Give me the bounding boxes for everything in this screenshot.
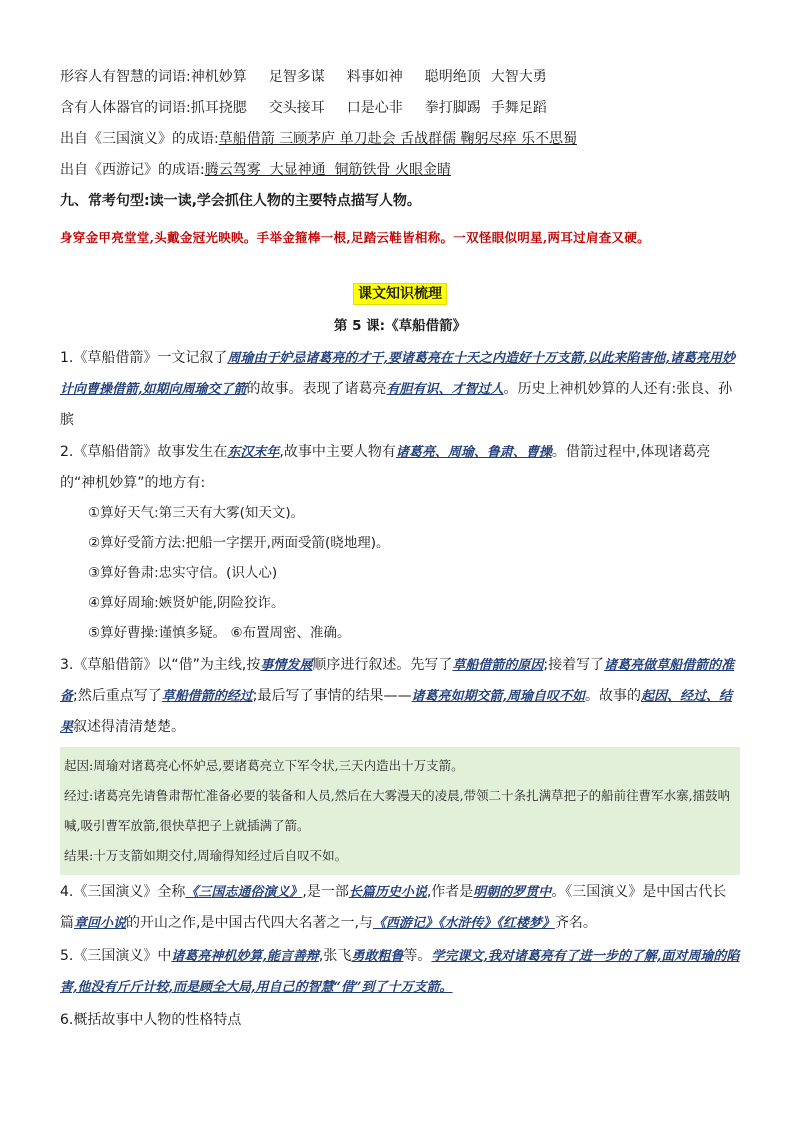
text-span: 齐名。 bbox=[554, 915, 597, 931]
vocab-xiyou-words: 腾云驾雾 大显神通 铜筋铁骨 火眼金睛 bbox=[204, 162, 451, 178]
vocab-xiyou-line bbox=[60, 155, 740, 186]
summary-box bbox=[60, 747, 740, 875]
vocab-word: 口是心非 bbox=[346, 100, 403, 116]
text-span: ;然后重点写了 bbox=[73, 688, 162, 704]
list-item: ③算好鲁肃:忠实守信。(识人心) bbox=[88, 565, 278, 581]
vocab-word: 拳打脚踢 bbox=[424, 100, 481, 116]
vocab-body-line bbox=[60, 93, 740, 124]
text-span: 3.《草船借箭》以“借”为主线,按 bbox=[60, 657, 261, 673]
vocab-word: 交头接耳 bbox=[268, 100, 325, 116]
vocab-word: 料事如神 bbox=[346, 69, 403, 85]
text-span: 。历史上神机妙算的人还有:张良、孙膑 bbox=[60, 381, 733, 428]
vocab-word: 抓耳挠腮 bbox=[190, 100, 247, 116]
highlight-text: 诸葛亮做草船借箭的准备 bbox=[60, 658, 735, 704]
vocab-body-label: 含有人体器官的词语: bbox=[60, 100, 191, 116]
text-span: 。故事的 bbox=[585, 688, 641, 704]
highlight-text: 学完课文,我对诸葛亮有了进一步的了解,面对周瑜的陷害,他没有斤斤计较,而是顾全大局,用自己的智慧“借”到了十万支箭。 bbox=[60, 949, 740, 995]
highlight-text: 诸葛亮如期交箭,周瑜自叹不如 bbox=[411, 689, 585, 704]
text-span: 4.《三国演义》全称 bbox=[60, 884, 186, 900]
paragraph-6: 6.概括故事中人物的性格特点 bbox=[60, 1012, 242, 1028]
text-span: 2.《草船借箭》故事发生在 bbox=[60, 444, 228, 460]
highlight-text: 勇敢粗鲁 bbox=[351, 949, 404, 964]
text-span: 1.《草船借箭》一文记叙了 bbox=[60, 350, 228, 366]
text-span: ,是一部 bbox=[302, 884, 349, 900]
highlight-text: 《三国志通俗演义》 bbox=[185, 885, 303, 900]
paragraph-4 bbox=[60, 877, 740, 939]
vocab-xiyou-label: 出自《西游记》的成语: bbox=[60, 162, 205, 178]
highlight-text: 《西游记》《水浒传》《红楼梦》 bbox=[372, 916, 555, 931]
vocab-word: 神机妙算 bbox=[190, 69, 247, 85]
summary-cause: 起因:周瑜对诸葛亮心怀妒忌,要诸葛亮立下军令状,三天内造出十万支箭。 bbox=[64, 758, 464, 773]
vocab-sanguo-line bbox=[60, 124, 740, 155]
vocab-word: 足智多谋 bbox=[268, 69, 325, 85]
highlight-text: 明朝的罗贯中 bbox=[473, 885, 552, 900]
text-span: ,故事中主要人物有 bbox=[279, 444, 396, 460]
section9-example: 身穿金甲亮堂堂,头戴金冠光映映。手举金箍棒一根,足踏云鞋皆相称。一双怪眼似明星,两耳过肩查又硬。 bbox=[60, 230, 650, 245]
heading-wrap bbox=[60, 283, 740, 305]
text-span: 顺序进行叙述。先写了 bbox=[312, 657, 453, 673]
summary-process: 经过:诸葛亮先请鲁肃帮忙准备必要的装备和人员,然后在大雾漫天的凌晨,带领二十条扎满草把子的船前往曹军水寨,擂鼓呐喊,吸引曹军放箭,很快草把子上就插满了箭。 bbox=[64, 788, 731, 833]
highlight-text: 草船借箭的原因 bbox=[452, 658, 544, 673]
section-heading: 课文知识梳理 bbox=[353, 283, 447, 305]
section9-title: 九、常考句型:读一读,学会抓住人物的主要特点描写人物。 bbox=[60, 193, 421, 209]
highlight-text: 周瑜由于妒忌诸葛亮的才干,要诸葛亮在十天之内造好十万支箭,以此来陷害他,诸葛亮用妙计向曹操借箭,如期向周瑜交了箭 bbox=[60, 351, 735, 397]
text-span: 的开山之作,是中国古代四大名著之一,与 bbox=[126, 915, 373, 931]
vocab-word: 手舞足蹈 bbox=[490, 100, 547, 116]
highlight-text: 起因、经过、结果 bbox=[60, 689, 733, 735]
highlight-text: 草船借箭的经过 bbox=[161, 689, 253, 704]
vocab-word: 聪明绝顶 bbox=[424, 69, 481, 85]
text-span: 的故事。表现了诸葛亮 bbox=[246, 381, 387, 397]
summary-result: 结果:十万支箭如期交付,周瑜得知经过后自叹不如。 bbox=[64, 848, 348, 863]
vocab-word: 大智大勇 bbox=[490, 69, 547, 85]
highlight-text: 长篇历史小说 bbox=[348, 885, 427, 900]
text-span: 。《三国演义》是中国古代长篇 bbox=[60, 884, 727, 931]
text-span: 叙述得清清楚楚。 bbox=[73, 719, 186, 735]
highlight-text: 诸葛亮、周瑜、鲁肃、曹操 bbox=[395, 445, 552, 460]
vocab-smart-line bbox=[60, 62, 740, 93]
text-span: ;最后写了事情的结果—— bbox=[252, 688, 412, 704]
highlight-text: 东汉末年 bbox=[227, 445, 280, 460]
paragraph-3 bbox=[60, 650, 740, 743]
lesson-title: 第 5 课:《草船借箭》 bbox=[333, 318, 467, 334]
text-span: 等。 bbox=[403, 948, 432, 964]
text-span: ,作者是 bbox=[426, 884, 474, 900]
highlight-text: 诸葛亮神机妙算,能言善辩 bbox=[171, 949, 319, 964]
list-item: ⑤算好曹操:谨慎多疑。 ⑥布置周密、准确。 bbox=[88, 625, 351, 641]
list-item: ④算好周瑜:嫉贤妒能,阴险狡诈。 bbox=[88, 595, 285, 611]
highlight-text: 章回小说 bbox=[74, 916, 127, 931]
text-span: ,张飞 bbox=[318, 948, 352, 964]
text-span: 。借箭过程中,体现诸葛亮的“神机妙算”的地方有: bbox=[60, 444, 711, 491]
vocab-sanguo-label: 出自《三国演义》的成语: bbox=[60, 131, 219, 147]
list-item: ①算好天气:第三天有大雾(知天文)。 bbox=[88, 505, 305, 521]
document-page bbox=[60, 62, 740, 1035]
paragraph-5 bbox=[60, 941, 740, 1003]
paragraph-1 bbox=[60, 343, 740, 435]
paragraph-2 bbox=[60, 437, 740, 498]
vocab-sanguo-words: 草船借箭 三顾茅庐 单刀赴会 舌战群儒 鞠躬尽瘁 乐不思蜀 bbox=[218, 131, 577, 147]
highlight-text: 事情发展 bbox=[260, 658, 313, 673]
text-span: ;接着写了 bbox=[543, 657, 605, 673]
vocab-smart-label: 形容人有智慧的词语: bbox=[60, 69, 191, 85]
list-item: ②算好受箭方法:把船一字摆开,两面受箭(晓地理)。 bbox=[88, 535, 390, 551]
highlight-text: 有胆有识、才智过人 bbox=[386, 382, 504, 397]
text-span: 5.《三国演义》中 bbox=[60, 948, 172, 964]
